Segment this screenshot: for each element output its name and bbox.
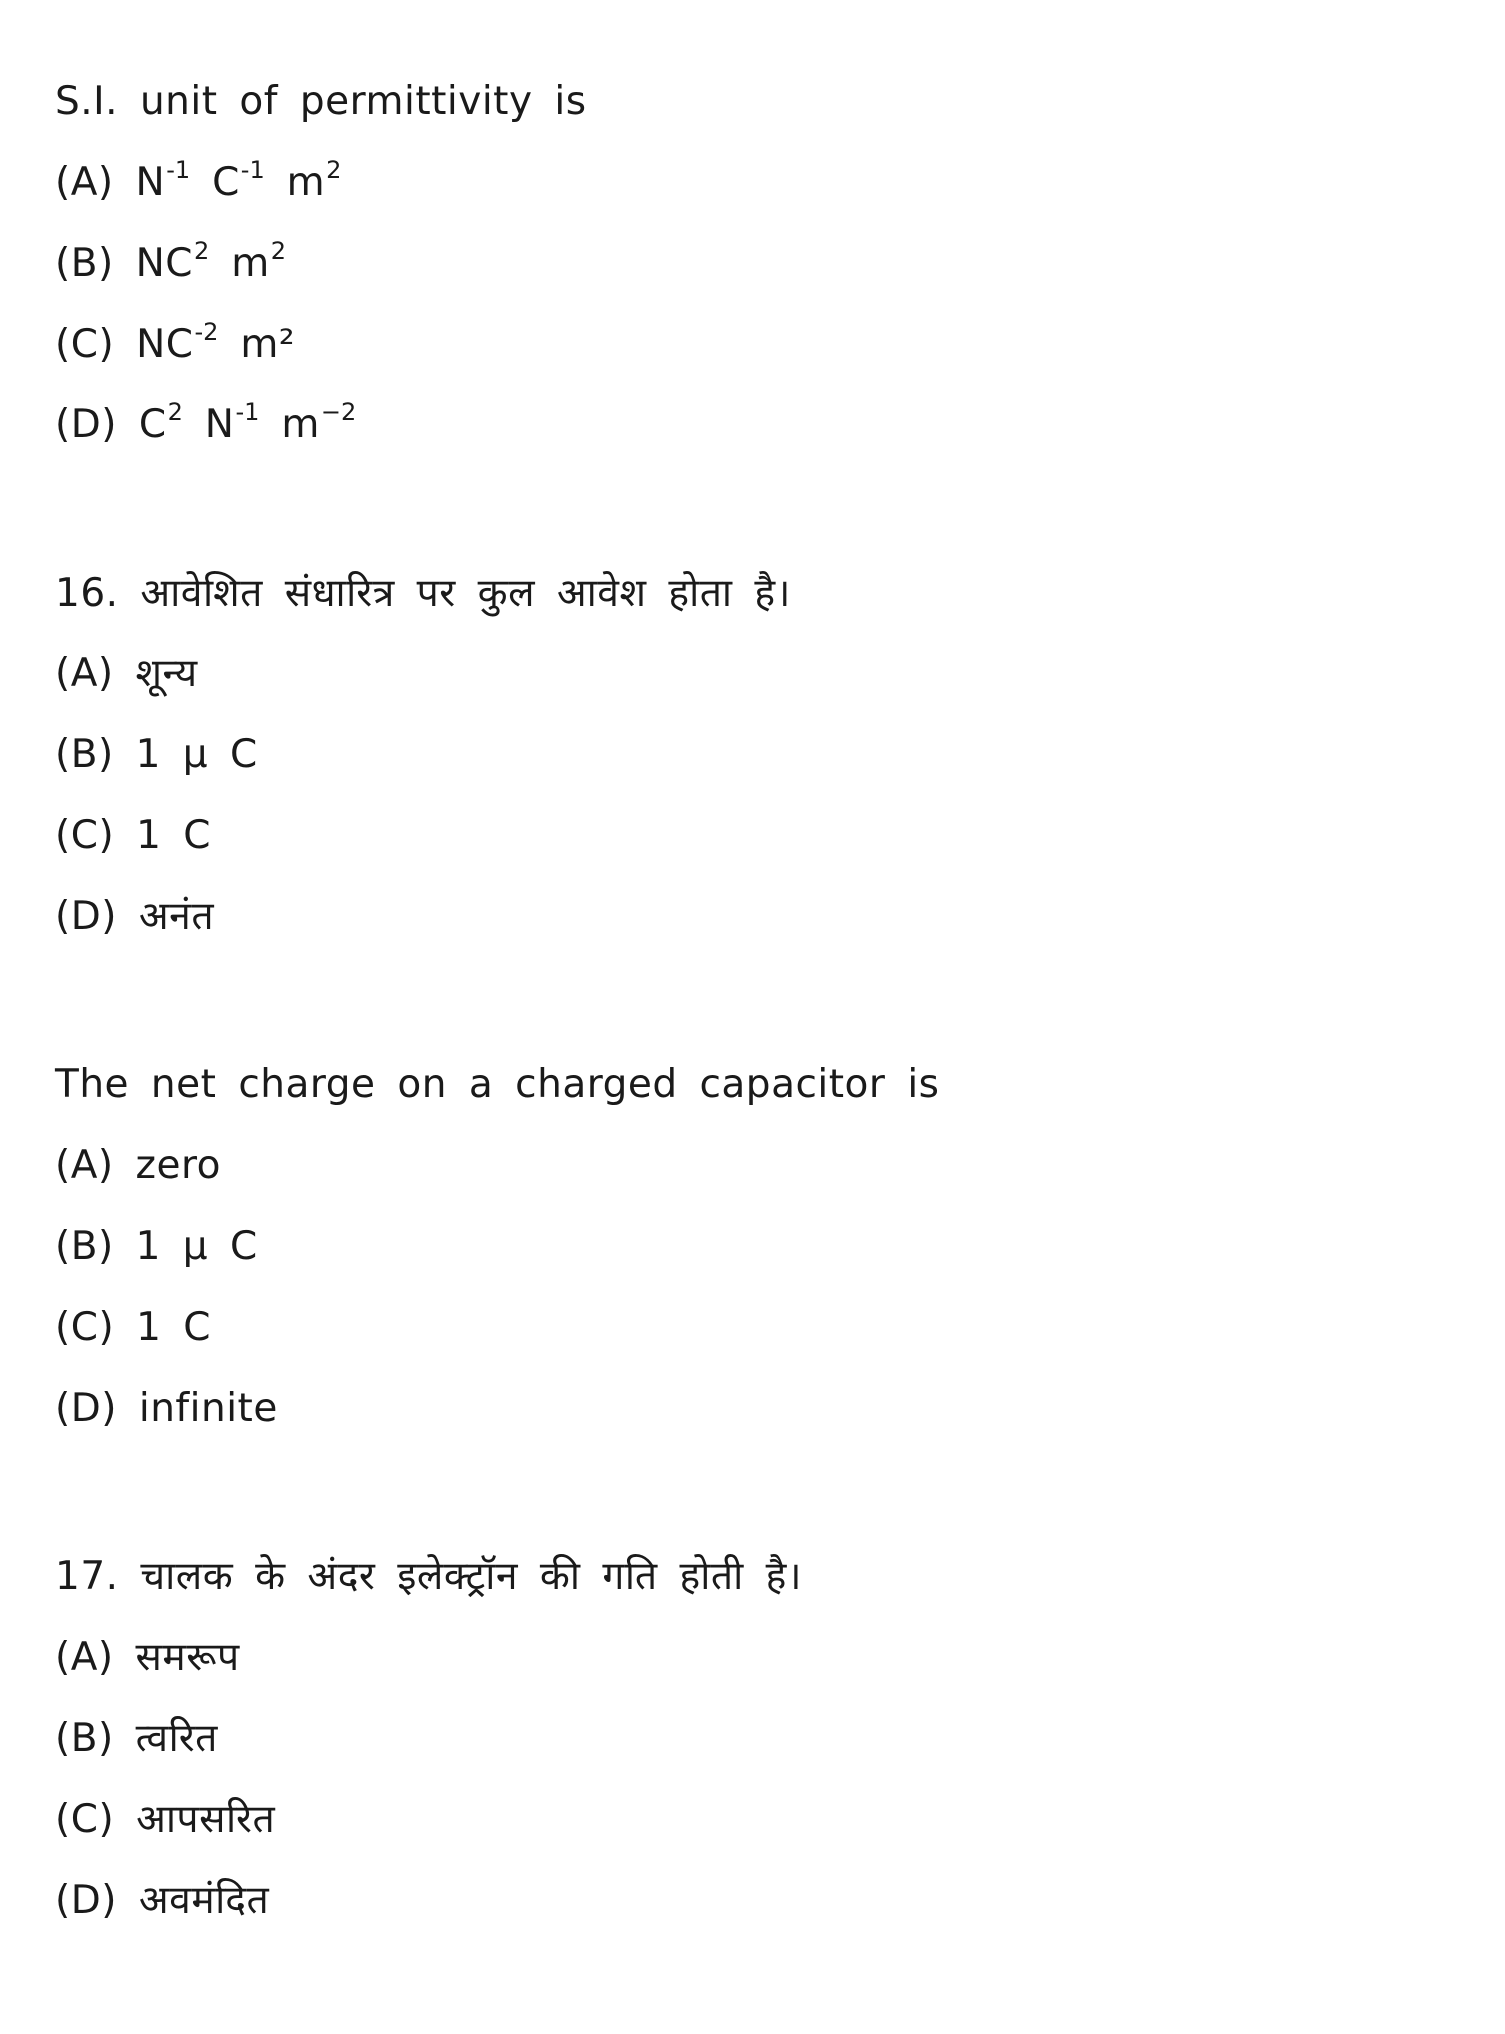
- q15-option-d: [55, 400, 356, 450]
- option-unit-exponent: -1: [240, 156, 265, 184]
- q15-option-a: [55, 158, 341, 208]
- option-unit-exponent: -2: [194, 318, 219, 346]
- q16-hindi-option-d: [55, 892, 214, 942]
- option-unit-exponent: 2: [167, 398, 183, 426]
- option-unit-part: C: [212, 160, 240, 205]
- q17-hindi-question: 17. चालक के अंदर इलेक्ट्रॉन की गति होती है।: [55, 1554, 803, 1599]
- q16-question: The net charge on a charged capacitor is: [55, 1062, 940, 1107]
- q16-hindi-question: 16. आवेशित संधारित्र पर कुल आवेश होता है।: [55, 571, 791, 616]
- option-label: (D): [55, 1878, 117, 1923]
- option-unit-part: m: [286, 160, 326, 205]
- option-unit-part: m: [231, 241, 270, 286]
- option-unit-part: N: [204, 402, 235, 447]
- option-text: 1 µ C: [135, 1224, 258, 1269]
- option-text: अवमंदित: [138, 1878, 270, 1923]
- option-text: आपसरित: [136, 1797, 276, 1842]
- q17-hindi-option-b: [55, 1714, 218, 1764]
- option-text: infinite: [138, 1386, 278, 1431]
- q17-hindi-option-c: [55, 1795, 275, 1845]
- option-label: (A): [55, 1143, 114, 1188]
- q15-option-c: [55, 320, 295, 370]
- option-label: (C): [55, 813, 115, 858]
- option-label: (D): [55, 1386, 117, 1431]
- option-text: 1 C: [136, 813, 212, 858]
- option-unit-exponent: 2: [270, 237, 286, 265]
- option-text: 1 µ C: [135, 732, 258, 777]
- q16-option-a: [55, 1141, 221, 1191]
- q15-option-b: [55, 239, 286, 289]
- q16-hindi-option-c: [55, 811, 211, 861]
- option-label: (C): [55, 1797, 115, 1842]
- q16-option-c: [55, 1303, 211, 1353]
- option-unit-part: NC: [136, 322, 194, 367]
- q17-hindi-option-a: [55, 1633, 240, 1683]
- option-unit-exponent: 2: [194, 237, 210, 265]
- option-unit-exponent: -1: [235, 398, 260, 426]
- option-label: (B): [55, 1716, 114, 1761]
- q16-option-b: [55, 1222, 258, 1272]
- option-unit-part: N: [135, 160, 166, 205]
- option-text: शून्य: [135, 651, 198, 696]
- option-unit-part: NC: [135, 241, 193, 286]
- option-label: (A): [55, 651, 114, 696]
- option-unit-exponent: 2: [326, 156, 342, 184]
- option-label: (B): [55, 241, 114, 286]
- q16-hindi-option-b: [55, 730, 258, 780]
- option-unit-part: C: [138, 402, 167, 447]
- q15-question: S.I. unit of permittivity is: [55, 79, 587, 124]
- q17-hindi-option-d: [55, 1876, 269, 1926]
- option-unit-part: m: [281, 402, 320, 447]
- q16-hindi-option-a: [55, 649, 198, 699]
- option-label: (B): [55, 732, 114, 777]
- option-text: समरूप: [135, 1635, 240, 1680]
- option-label: (A): [55, 1635, 114, 1680]
- option-unit-exponent: -1: [166, 156, 191, 184]
- option-text: 1 C: [136, 1305, 212, 1350]
- option-label: (D): [55, 402, 117, 447]
- option-label: (C): [55, 1305, 115, 1350]
- option-label: (C): [55, 322, 115, 367]
- option-text: zero: [135, 1143, 222, 1188]
- option-unit-exponent: −2: [320, 398, 357, 426]
- option-text: त्वरित: [135, 1716, 218, 1761]
- option-unit-part: m²: [240, 322, 295, 367]
- option-text: अनंत: [138, 894, 215, 939]
- option-label: (A): [55, 160, 114, 205]
- option-label: (B): [55, 1224, 114, 1269]
- option-label: (D): [55, 894, 117, 939]
- q16-option-d: [55, 1384, 278, 1434]
